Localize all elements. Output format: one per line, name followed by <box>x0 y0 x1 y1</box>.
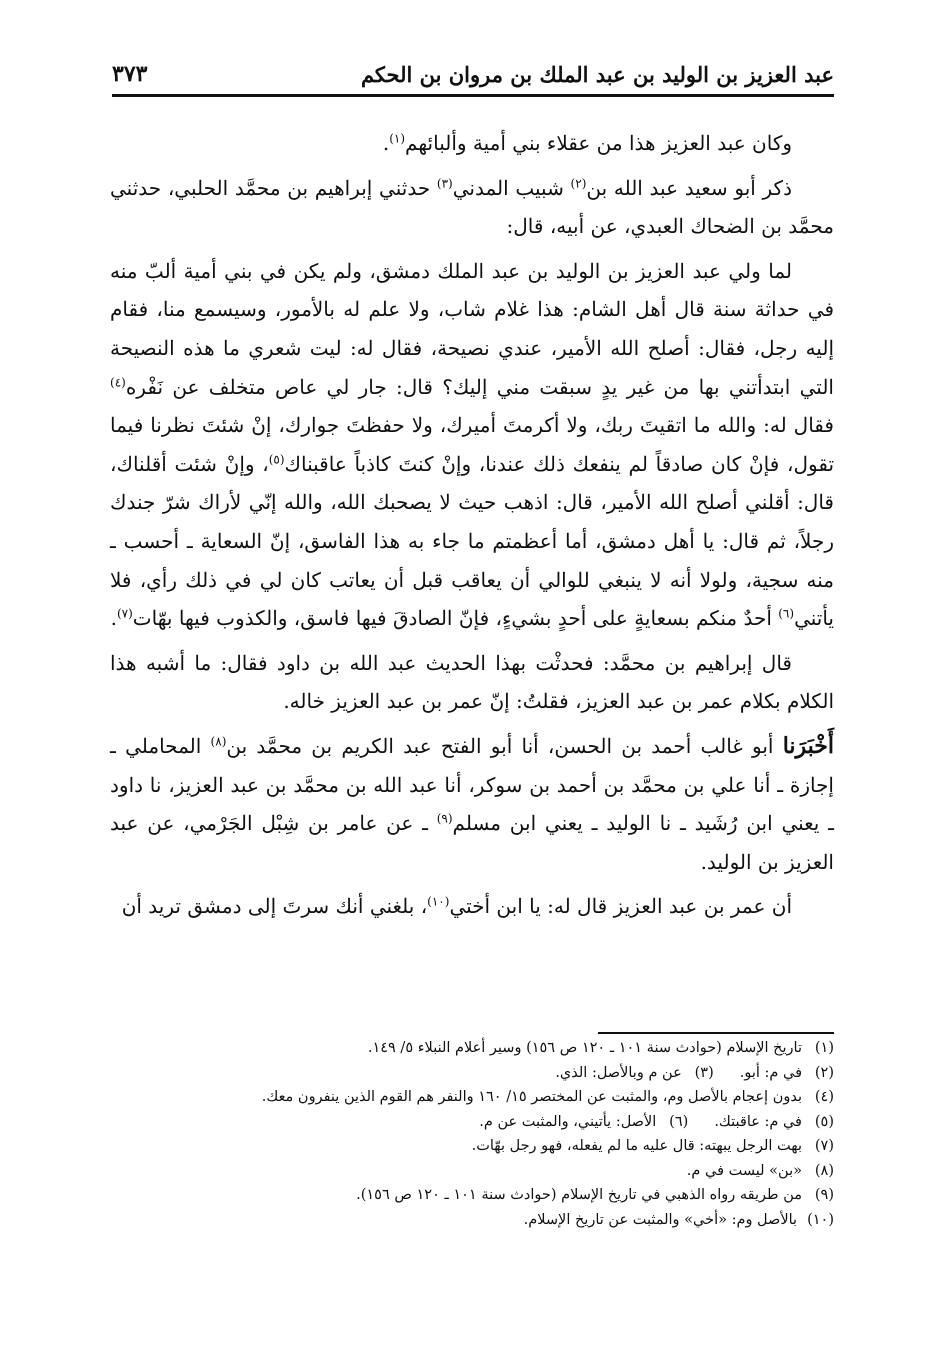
text-segment: ـ عن عامر بن شِبْل الجَرْمي، عن عبد العزيز بن الوليد. <box>110 811 834 874</box>
footnote-text: تاريخ الإسلام (حوادث سنة ١٠١ ـ ١٢٠ ص ١٥٦) وسير أعلام النبلاء ٥/ ١٤٩. <box>367 1040 802 1056</box>
text-segment: أحدٌ منكم بسعايةٍ على أحدٍ بشيءٍ، فإنّ الصادقَ فيها فاسق، والكذوب فيها بهّات <box>132 606 779 631</box>
footnote-row <box>110 1085 834 1110</box>
text-segment: أن عمر بن عبد العزيز قال له: يا ابن أختي <box>449 894 792 919</box>
footnote <box>479 1110 688 1135</box>
footnote-text: عن م وبالأصل: الذي. <box>555 1064 682 1081</box>
footnote-marker: (١٠) <box>427 894 450 909</box>
paragraph <box>110 644 834 721</box>
footnotes <box>110 1036 834 1232</box>
text-segment: المحاملي ـ إجازة ـ أنا علي بن محمَّد بن أحمد بن سوكر، أنا عبد الله بن محمَّد بن عبد العزيز، نا داود ـ يعني ابن رُشَيد ـ نا الوليد ـ يعني ابن مسلم <box>110 733 834 836</box>
text-segment: فقال له: والله ما اتقيتَ ربك، ولا أكرمتَ أميرك، ولا حفظتَ جوارك، إنْ شئتَ نظرنا فيما تقول، فإنْ كان صادقاً لم ينفعك ذلك عندنا، وإنْ كنتَ كاذباً عاقبناك <box>110 413 835 476</box>
paragraph <box>110 727 834 881</box>
paragraph <box>110 124 834 163</box>
footnote-number: (٢) <box>814 1064 834 1081</box>
text-segment: وكان عبد العزيز هذا من عقلاء بني أمية وألبائهم <box>405 131 792 155</box>
footnote-divider <box>598 1032 834 1034</box>
footnote-marker: (٩) <box>436 811 453 826</box>
footnote-row <box>110 1183 834 1208</box>
text-segment: . <box>110 606 117 631</box>
paragraph <box>110 887 834 926</box>
text-segment: شبيب المدني <box>452 175 571 200</box>
footnote-row <box>110 1110 834 1135</box>
footnote-marker: (٦) <box>778 606 795 621</box>
footnote-number: (٩) <box>814 1187 834 1203</box>
footnote-marker: (٨) <box>210 734 227 749</box>
footnote-number: (١٠) <box>807 1211 834 1228</box>
running-title: عبد العزيز بن الوليد بن عبد الملك بن مروان بن الحكم <box>360 61 834 87</box>
footnote-marker: (٤) <box>110 374 126 389</box>
footnote-row <box>110 1134 834 1159</box>
footnote-marker: (٢) <box>570 175 587 190</box>
footnote-text: بالأصل وم: «أخي» والمثبت عن تاريخ الإسلام. <box>523 1211 798 1228</box>
page-number: ٣٧٣ <box>112 61 148 87</box>
footnote-number: (٨) <box>814 1162 834 1179</box>
footnote-number: (٦) <box>669 1113 689 1130</box>
main-text <box>110 124 834 932</box>
footnote-text: في م: عاقبتك. <box>714 1113 802 1130</box>
lead-word: أَخْبَرَنا <box>782 732 835 759</box>
footnote-number: (٧) <box>814 1138 834 1154</box>
footnote-marker: (٣) <box>436 175 453 190</box>
text-segment: . <box>382 131 390 155</box>
footnote-row <box>110 1208 834 1233</box>
text-segment: ، بلغني أنك سرتَ إلى دمشق تريد أن <box>121 894 428 919</box>
paragraph <box>110 252 834 638</box>
paragraph <box>110 169 834 246</box>
text-segment: أبو غالب أحمد بن الحسن، أنا أبو الفتح عبد الكريم بن محمَّد بن <box>226 733 783 758</box>
text-segment: ذكر أبو سعيد عبد الله بن <box>586 175 792 200</box>
text-segment: حدثني إبراهيم بن محمَّد الحلبي، حدثني محمَّد بن الضحاك العبدي، عن أبيه، قال: <box>110 175 834 239</box>
footnote-row <box>110 1061 834 1086</box>
footnote-text: بهت الرجل يبهته: قال عليه ما لم يفعله، فهو رجل بهّات. <box>471 1138 802 1154</box>
footnote-row <box>110 1036 834 1061</box>
footnote <box>714 1110 834 1135</box>
page-header <box>112 54 834 97</box>
footnote-text: من طريقه رواه الذهبي في تاريخ الإسلام (حوادث سنة ١٠١ ـ ١٢٠ ص ١٥٦). <box>356 1187 802 1203</box>
text-segment: لما ولي عبد العزيز بن الوليد بن عبد الملك دمشق، ولم يكن في بني أمية ألبّ منه في حداثة سنة قال أهل الشام: هذا غلام شاب، ولا علم له بالأمور، وسيسمع منا، فقام إليه رجل، فقال: أصلح الله الأمير، عندي نصيحة، فقال له: ليت شعري ما هذه النصيحة التي ابتدأتني بها من غير يدٍ سبقت مني إليك؟ قال: جار لي عاص متخلف عن نَفْره <box>110 258 834 399</box>
footnote-text: «بن» ليست في م. <box>686 1162 802 1179</box>
footnote <box>524 1208 834 1233</box>
footnote-text: الأصل: يأتيني، والمثبت عن م. <box>479 1113 657 1130</box>
footnote-marker: (٥) <box>268 452 285 467</box>
footnote-marker: (٧) <box>116 606 133 621</box>
footnote-text: في م: أبو. <box>739 1064 802 1081</box>
footnote <box>356 1183 834 1208</box>
footnote-text: بدون إعجام بالأصل وم، والمثبت عن المختصر ١٥/ ١٦٠ والنفر هم القوم الذين ينفرون معك. <box>261 1089 802 1105</box>
footnote <box>472 1134 834 1159</box>
footnote <box>368 1036 834 1061</box>
footnote-number: (٣) <box>694 1064 714 1081</box>
footnote <box>740 1061 834 1086</box>
footnote-number: (٤) <box>814 1089 834 1105</box>
footnote-row <box>110 1159 834 1184</box>
footnote <box>555 1061 713 1086</box>
text-segment: قال إبراهيم بن محمَّد: فحدثْت بهذا الحديث عبد الله بن داود فقال: ما أشبه هذا الكلام بكلام عمر بن عبد العزيز، فقلتُ: إنّ عمر بن عبد العزيز خاله. <box>110 650 834 714</box>
footnote <box>262 1085 834 1110</box>
text-segment: ، وإنْ شئت أقلناك، قال: أقلني أصلح الله الأمير، قال: اذهب حيث لا يصحبك الله، والله إنّي لأراك شرّ جندك رجلاً، ثم قال: يا أهل دمشق، أما أعظمتم ما جاء به هذا الفاسق، إنّ السعاية ـ أحسب ـ منه سجية، ولولا أنه لا ينبغي للوالي أن يعاقب قبل أن يعاتب كان لي في ذلك رأي، فلا يأتني <box>110 451 834 631</box>
footnote-number: (٥) <box>814 1113 834 1130</box>
footnote-marker: (١) <box>389 131 406 146</box>
footnote-number: (١) <box>814 1040 834 1056</box>
footnote <box>687 1159 834 1184</box>
